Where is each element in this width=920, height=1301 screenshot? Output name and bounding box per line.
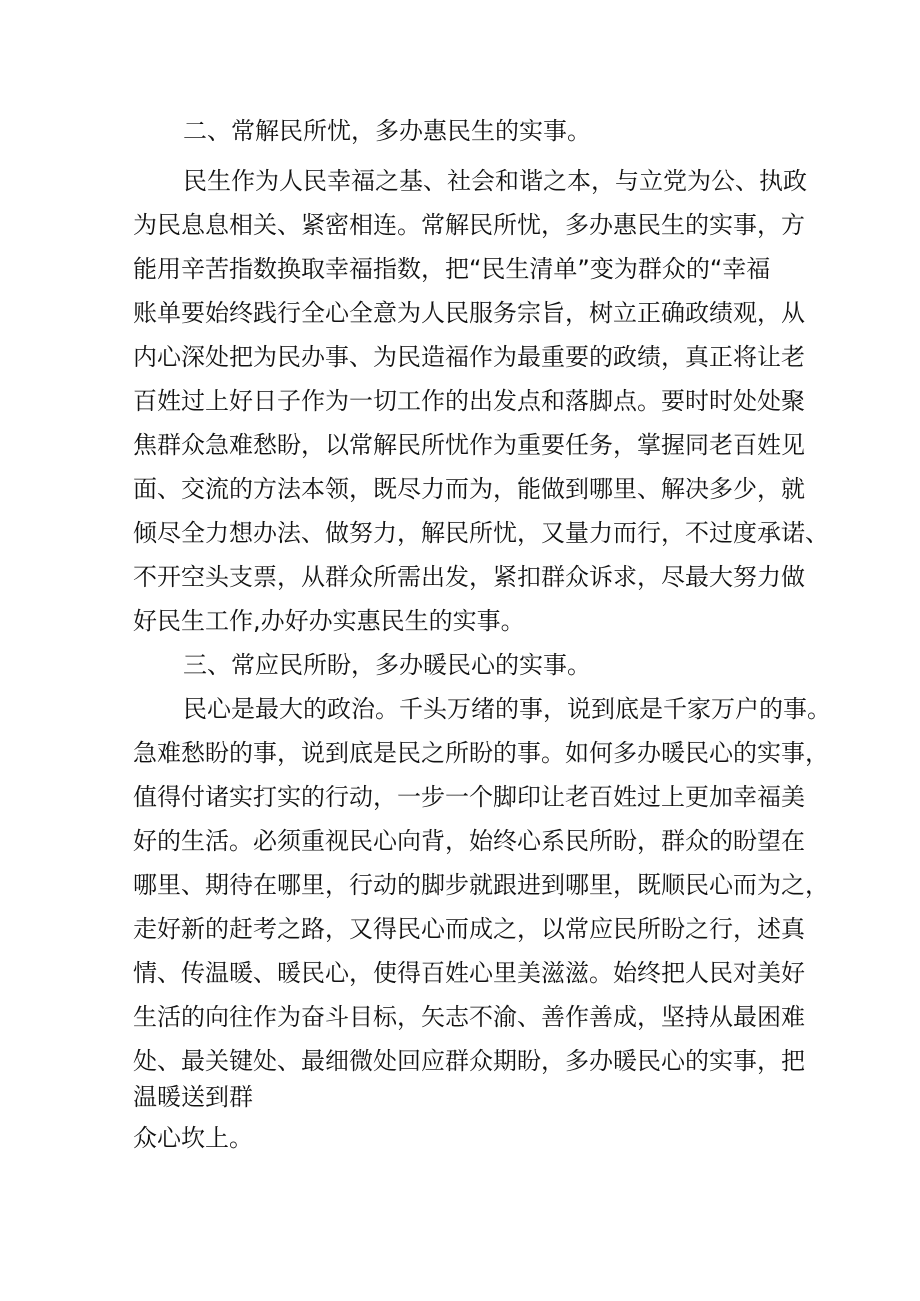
paragraph-line: 面、交流的方法本领，既尽力而为，能做到哪里、解决多少，就 xyxy=(133,475,805,503)
paragraph-line: 众心坎上。 xyxy=(133,1124,253,1152)
paragraph-line: 民心是最大的政治。千头万绪的事，说到底是千家万户的事。 xyxy=(183,695,831,723)
section-heading-2: 二、常解民所忧，多办惠民生的实事。 xyxy=(183,117,591,145)
paragraph-line: 能用辛苦指数换取幸福指数，把“民生清单”变为群众的“幸福 xyxy=(133,255,771,283)
paragraph-line: 哪里、期待在哪里，行动的脚步就跟进到哪里，既顺民心而为之， xyxy=(133,871,829,899)
paragraph-line: 焦群众急难愁盼，以常解民所忧作为重要任务，掌握同老百姓见 xyxy=(133,431,805,459)
paragraph-line: 倾尽全力想办法、做努力，解民所忧，又量力而行，不过度承诺、 xyxy=(133,519,829,547)
section-heading-3: 三、常应民所盼，多办暖民心的实事。 xyxy=(183,651,591,679)
paragraph-line: 情、传温暖、暖民心，使得百姓心里美滋滋。始终把人民对美好 xyxy=(133,959,805,987)
paragraph-line: 不开空头支票，从群众所需出发，紧扣群众诉求，尽最大努力做 xyxy=(133,563,805,591)
paragraph-line: 走好新的赶考之路，又得民心而成之，以常应民所盼之行，述真 xyxy=(133,915,805,943)
paragraph-line: 好的生活。必须重视民心向背，始终心系民所盼，群众的盼望在 xyxy=(133,827,805,855)
paragraph-line: 好民生工作,办好办实惠民生的实事。 xyxy=(133,607,525,635)
paragraph-line: 生活的向往作为奋斗目标，矢志不渝、善作善成，坚持从最困难 xyxy=(133,1003,805,1031)
paragraph-line: 内心深处把为民办事、为民造福作为最重要的政绩，真正将让老 xyxy=(133,343,805,371)
paragraph-line: 百姓过上好日子作为一切工作的出发点和落脚点。要时时处处聚 xyxy=(133,387,805,415)
paragraph-line: 处、最关键处、最细微处回应群众期盼，多办暖民心的实事，把 xyxy=(133,1047,805,1075)
paragraph-line: 温暖送到群 xyxy=(133,1083,253,1111)
paragraph-line: 为民息息相关、紧密相连。常解民所忧，多办惠民生的实事，方 xyxy=(133,211,805,239)
paragraph-line: 账单要始终践行全心全意为人民服务宗旨，树立正确政绩观，从 xyxy=(133,299,805,327)
paragraph-line: 急难愁盼的事，说到底是民之所盼的事。如何多办暖民心的实事， xyxy=(133,739,829,767)
paragraph-line: 民生作为人民幸福之基、社会和谐之本，与立党为公、执政 xyxy=(183,167,807,195)
paragraph-line: 值得付诸实打实的行动，一步一个脚印让老百姓过上更加幸福美 xyxy=(133,783,805,811)
